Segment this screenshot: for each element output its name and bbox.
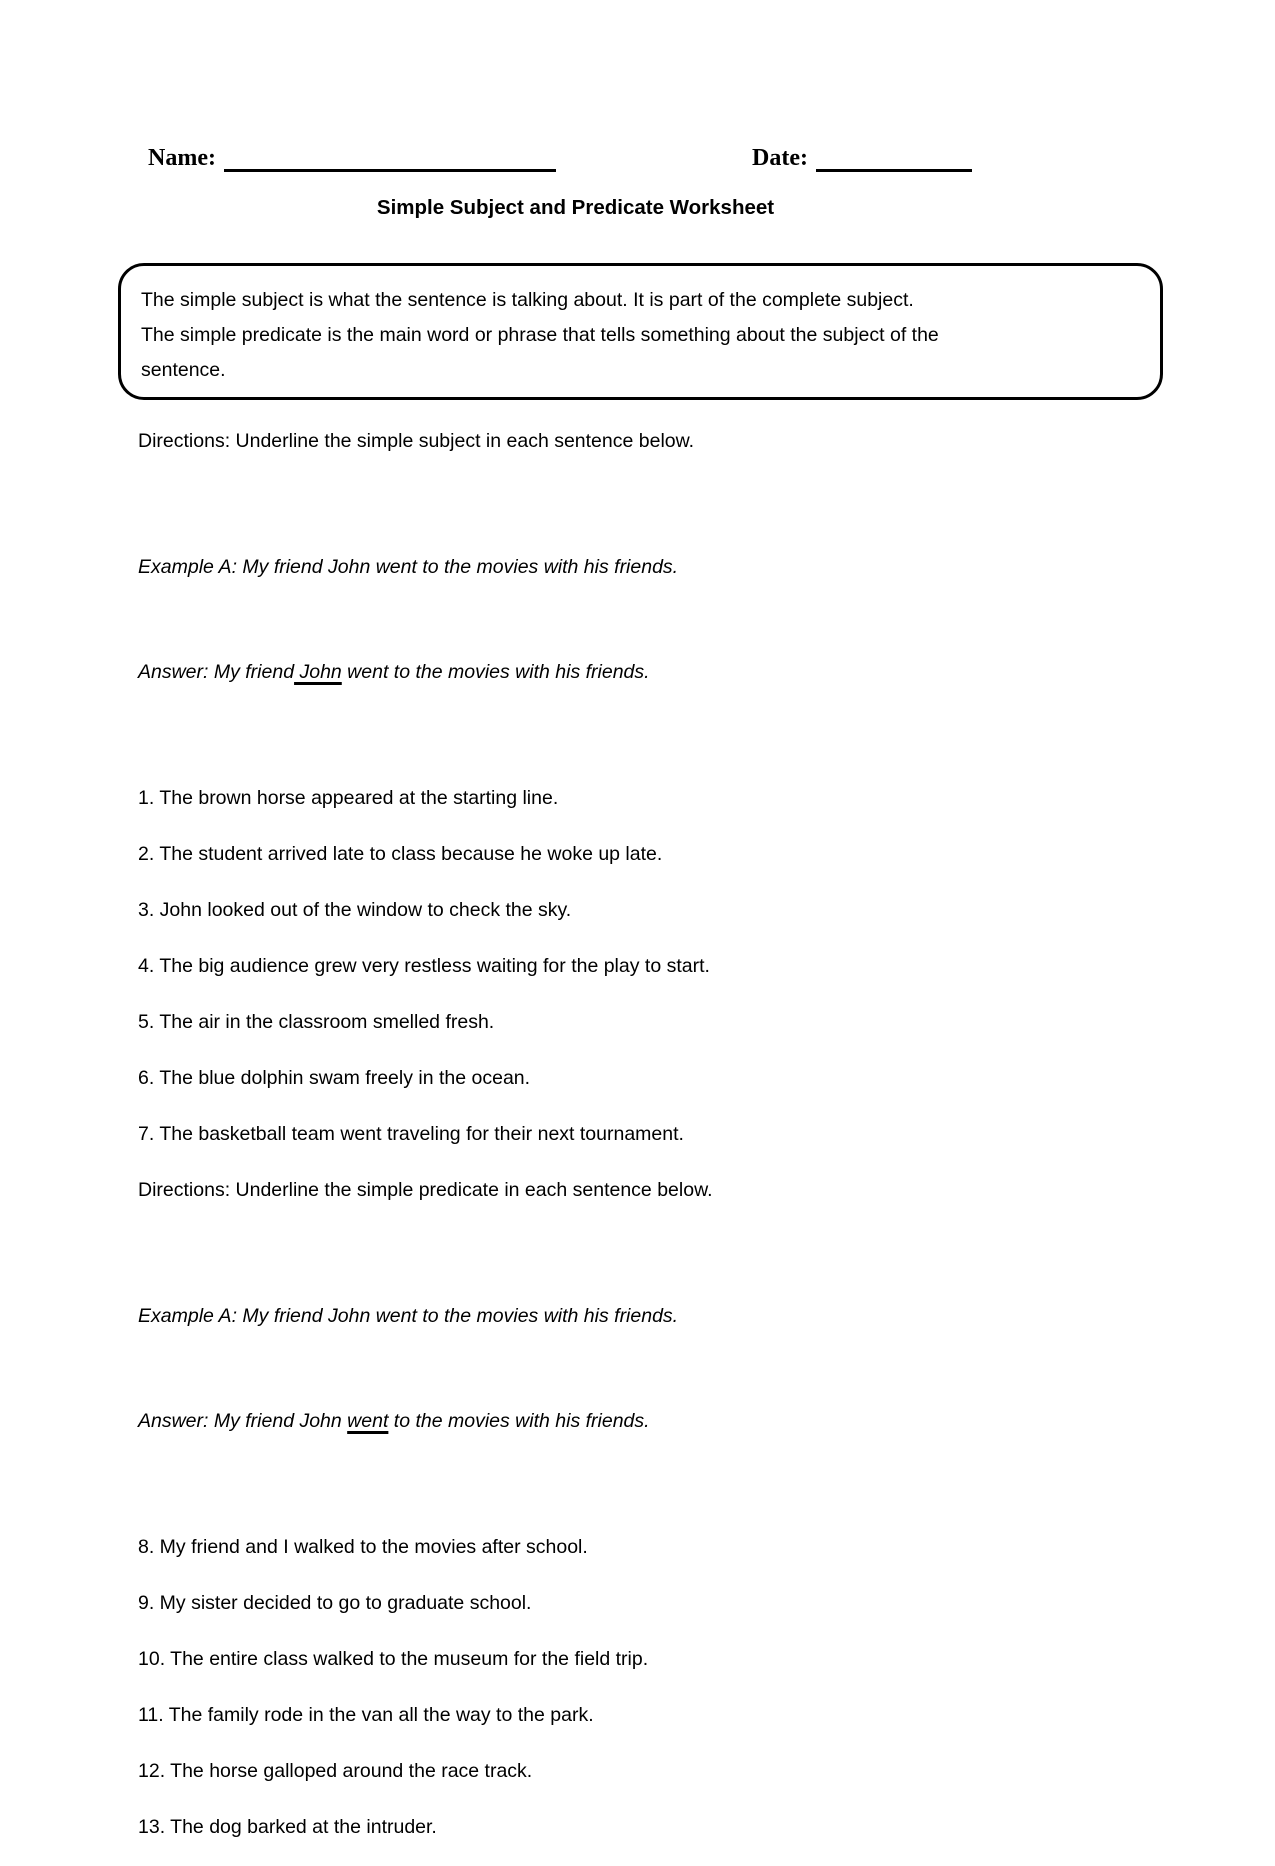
name-blank-line: [224, 162, 556, 172]
directions-simple-subject: Directions: Underline the simple subject in each sentence below.: [138, 430, 695, 452]
example-sentence: Example A: My friend John went to the movies with his friends.: [138, 556, 679, 578]
name-label: Name:: [148, 145, 216, 171]
sentence-item: 13. The dog barked at the intruder.: [138, 1816, 437, 1838]
directions-simple-predicate: Directions: Underline the simple predicate in each sentence below.: [138, 1179, 713, 1201]
definition-line: The simple predicate is the main word or phrase that tells something about the subject of the: [141, 324, 939, 346]
definition-line: The simple subject is what the sentence is talking about. It is part of the complete subject.: [141, 289, 914, 311]
example-block-subject: [138, 480, 1148, 760]
sentence-item: 11. The family rode in the van all the way to the park.: [138, 1704, 594, 1726]
answer-sentence: [138, 655, 1148, 690]
sentence-item: 4. The big audience grew very restless waiting for the play to start.: [138, 955, 710, 977]
date-field: [752, 145, 972, 172]
sentence-item: 1. The brown horse appeared at the starting line.: [138, 787, 559, 809]
definition-box: [118, 263, 1163, 400]
name-field: [148, 145, 556, 172]
answer-text-after: to the movies with his friends.: [388, 1410, 650, 1432]
sentence-item: 12. The horse galloped around the race track.: [138, 1760, 533, 1782]
answer-text-after: went to the movies with his friends.: [341, 661, 650, 683]
definition-line: sentence.: [141, 359, 226, 381]
answer-text-before: Answer: My friend: [138, 661, 295, 683]
sentence-item: 2. The student arrived late to class because he woke up late.: [138, 843, 663, 865]
date-label: Date:: [752, 145, 808, 171]
example-sentence: Example A: My friend John went to the movies with his friends.: [138, 1305, 679, 1327]
sentence-item: 3. John looked out of the window to check the sky.: [138, 899, 572, 921]
sentence-item: 5. The air in the classroom smelled fresh.: [138, 1011, 495, 1033]
example-block-predicate: [138, 1229, 1148, 1509]
date-blank-line: [816, 162, 972, 172]
sentence-item: 9. My sister decided to go to graduate school.: [138, 1592, 532, 1614]
answer-underlined-word: John: [294, 661, 342, 683]
answer-sentence: [138, 1404, 1148, 1439]
sentence-item: 10. The entire class walked to the museum for the field trip.: [138, 1648, 649, 1670]
answer-underlined-word: went: [347, 1410, 389, 1432]
sentence-item: 6. The blue dolphin swam freely in the ocean.: [138, 1067, 531, 1089]
sentence-item: 8. My friend and I walked to the movies after school.: [138, 1536, 588, 1558]
sentence-item: 7. The basketball team went traveling for their next tournament.: [138, 1123, 684, 1145]
worksheet-body: [138, 400, 1148, 1866]
page-title: Simple Subject and Predicate Worksheet: [376, 196, 775, 219]
answer-text-before: Answer: My friend John: [138, 1410, 348, 1432]
